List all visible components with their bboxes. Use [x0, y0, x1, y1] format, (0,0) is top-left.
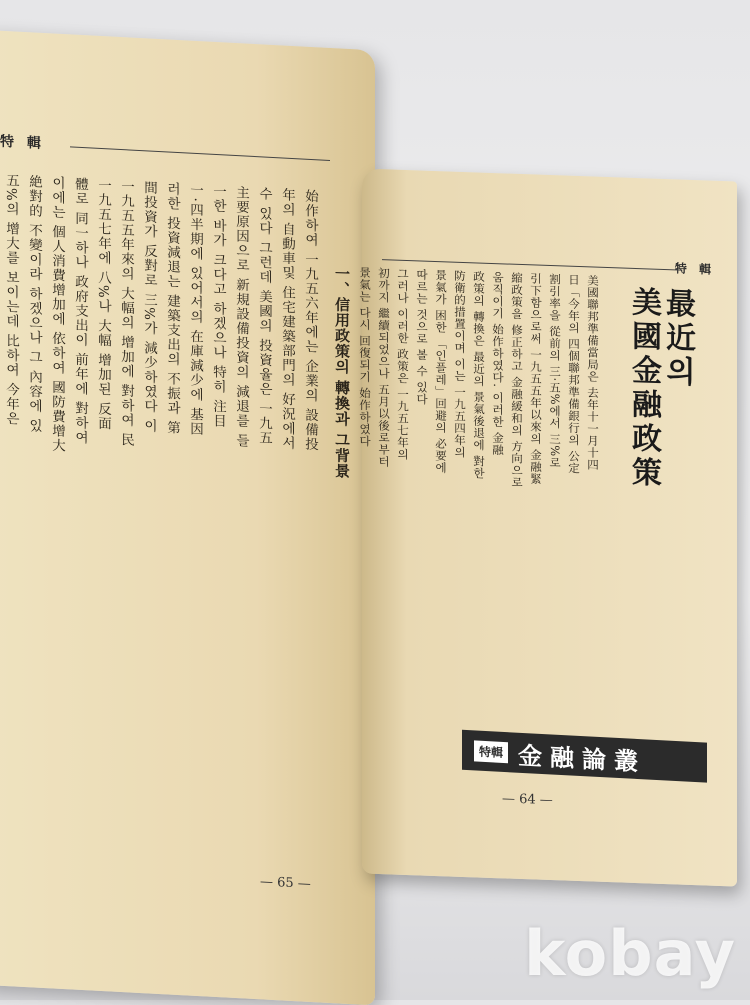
left-page-body	[3, 172, 321, 880]
paragraph: 年의 自動車및 住宅建築部門의 好況에서	[279, 187, 295, 451]
article-title-line: 美國金融政策	[626, 285, 661, 491]
article-title	[614, 285, 694, 748]
paragraph: 割引率을 從前의 三·五%에서 三%로	[548, 272, 562, 469]
paragraph: 體로 同一하나 政府支出이 前年에 對하여	[72, 176, 88, 445]
page-number: — 65 —	[260, 874, 311, 892]
paragraph: 一한 바가 크다고 하겠으나 特히 注目	[210, 183, 226, 429]
paragraph: 一九五五年來의 大幅의 增加에 對하여 民	[118, 178, 134, 448]
paragraph: 防衛的措置이며 이는 一九五四年의	[453, 269, 467, 459]
paragraph: 그러나 이러한 政策은 一九五七年의	[396, 267, 410, 461]
banner-tag: 特輯	[474, 740, 508, 763]
watermark-logo: kobay	[524, 917, 736, 990]
paragraph: 수 있다 그런데 美國의 投資율은 一九五	[256, 186, 272, 446]
paragraph: 主要原因으로 新規設備投資의 減退를 들	[233, 184, 249, 449]
paragraph: 러한 投資減退는 建築支出의 不振과 第	[164, 181, 180, 436]
paragraph: 日「今年의 四個聯邦準備銀行의 公定	[567, 273, 581, 475]
paragraph: 一·四半期에 있어서의 在庫減少에 基因	[187, 182, 203, 437]
right-page-header: 特 輯	[674, 261, 715, 277]
paragraph: 景氣는 다시 回復되기 始作하였다	[358, 266, 372, 448]
left-page-rule	[70, 146, 330, 161]
banner-label: 金融論叢	[518, 740, 647, 776]
paragraph: 따르는 것으로 볼 수 있다	[415, 268, 429, 406]
paragraph: 政策의 轉換은 最近의 景氣後退에 對한	[472, 270, 486, 480]
section-heading: 一、信用政策의 轉換과 그背景	[333, 265, 351, 480]
paragraph: 五%의 增大를 보이는데 比하여 今年은	[3, 172, 19, 427]
right-page	[333, 168, 737, 886]
paragraph: 初까지 繼續되었으나 五月以後로부터	[377, 266, 391, 468]
paragraph: 引下함으로써 一九五五年以來의 金融緊	[529, 272, 543, 486]
paragraph: 始作하여 一九五六年에는 企業의 設備投	[302, 188, 318, 452]
paragraph: 이에는 個人消費增加에 依하여 國防費增大	[49, 175, 65, 453]
right-page-body	[333, 265, 602, 750]
paragraph: 絶對的 不變이라 하겠으나 그 內容에 있	[26, 174, 42, 434]
page-number: — 64 —	[502, 791, 553, 809]
left-page	[0, 30, 375, 1005]
paragraph: 一九五七年에 八%나 大幅 增加된 反面	[95, 177, 111, 432]
paragraph: 間投資가 反對로 三%가 減少하였다 이	[141, 180, 157, 434]
paragraph: 景氣가 困한 「인플레」回避의 必要에	[434, 268, 448, 474]
paragraph: 美國聯邦準備當局은 去年十一月十四	[586, 274, 600, 471]
article-title-line: 最近의	[660, 286, 695, 391]
left-page-header: 特 輯	[0, 133, 45, 153]
paragraph: 움직이기 始作하였다. 이러한 金融	[491, 270, 505, 457]
paragraph: 縮政策을 修正하고 金融緩和의 方向으로	[510, 271, 524, 489]
